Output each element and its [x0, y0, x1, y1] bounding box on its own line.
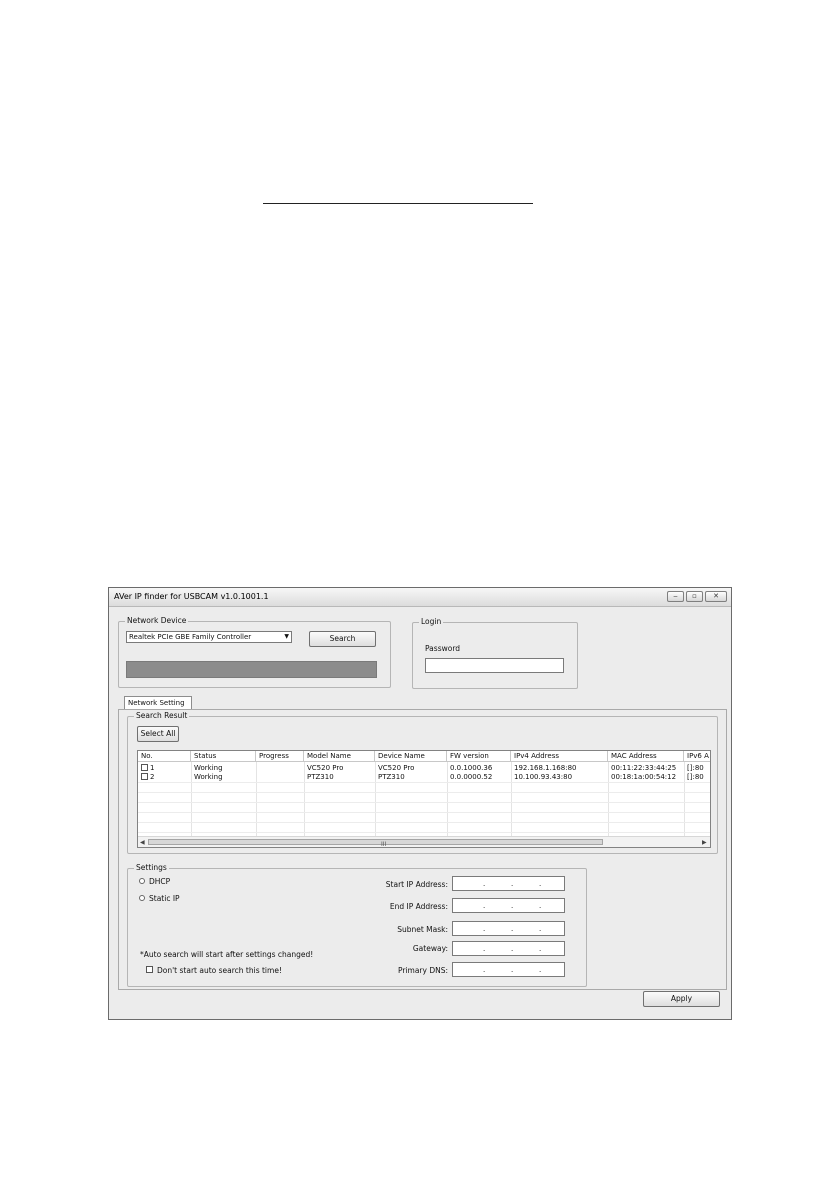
scrollbar-thumb[interactable] — [148, 839, 603, 848]
device-name-cell: VC520 Pro — [378, 764, 415, 772]
column-header-fw-version[interactable]: FW version — [447, 751, 511, 762]
ipv6-cell: []:80 — [687, 773, 704, 781]
end-ip-input[interactable] — [452, 898, 565, 913]
ip-dot: . — [539, 902, 542, 910]
chevron-down-icon: ▼ — [284, 633, 289, 640]
row-number: 2 — [150, 773, 155, 781]
ip-dot: . — [539, 925, 542, 933]
ip-dot: . — [511, 880, 514, 888]
password-label: Password — [425, 644, 461, 653]
column-header-mac-address[interactable]: MAC Address — [608, 751, 684, 762]
ip-dot: . — [483, 945, 486, 953]
ip-dot: . — [511, 902, 514, 910]
grid-line — [138, 812, 710, 813]
dhcp-label: DHCP — [149, 877, 171, 886]
column-header-device-name[interactable]: Device Name — [375, 751, 447, 762]
dont-auto-search-label: Don't start auto search this time! — [157, 966, 282, 975]
ip-dot: . — [511, 925, 514, 933]
ip-dot: . — [483, 925, 486, 933]
search-result-legend: Search Result — [136, 711, 188, 720]
mac-cell: 00:11:22:33:44:25 — [611, 764, 677, 772]
static-ip-label: Static IP — [149, 894, 180, 903]
dhcp-radio[interactable] — [139, 878, 145, 884]
mac-cell: 00:18:1a:00:54:12 — [611, 773, 677, 781]
scroll-grip: III — [381, 841, 387, 848]
row-number: 1 — [150, 764, 155, 772]
start-ip-label: Start IP Address: — [385, 880, 448, 889]
row-number-cell — [138, 772, 191, 782]
subnet-mask-label: Subnet Mask: — [397, 925, 448, 934]
network-device-group — [118, 616, 391, 688]
network-device-value: Realtek PCIe GBE Family Controller — [129, 633, 252, 641]
model-name-cell: PTZ310 — [307, 773, 334, 781]
ip-dot: . — [539, 966, 542, 974]
search-progress-bar — [126, 661, 377, 678]
minimize-icon: ‒ — [673, 592, 678, 600]
password-input[interactable] — [425, 658, 564, 673]
minimize-button[interactable] — [667, 591, 684, 602]
ip-dot: . — [483, 966, 486, 974]
grid-line — [138, 782, 710, 783]
fw-version-cell: 0.0.1000.36 — [450, 764, 493, 772]
ipv6-cell: []:80 — [687, 764, 704, 772]
search-button[interactable]: Search — [309, 631, 376, 647]
fw-version-cell: 0.0.0000.52 — [450, 773, 493, 781]
status-cell: Working — [194, 773, 223, 781]
column-header-ipv6[interactable]: IPv6 A — [684, 751, 711, 762]
login-group — [412, 617, 578, 689]
column-header-status[interactable]: Status — [191, 751, 256, 762]
column-header-no[interactable]: No. — [138, 751, 191, 762]
grid-line — [138, 822, 710, 823]
ip-finder-window — [108, 587, 732, 1020]
grid-line — [138, 802, 710, 803]
ip-dot: . — [511, 966, 514, 974]
horizontal-scrollbar[interactable] — [138, 836, 710, 848]
apply-button[interactable]: Apply — [643, 991, 720, 1007]
column-header-model-name[interactable]: Model Name — [304, 751, 375, 762]
model-name-cell: VC520 Pro — [307, 764, 344, 772]
maximize-icon: ▫ — [692, 592, 697, 600]
select-all-button[interactable]: Select All — [137, 726, 179, 742]
login-legend: Login — [421, 617, 442, 626]
status-cell: Working — [194, 764, 223, 772]
window-title: AVer IP finder for USBCAM v1.0.1001.1 — [114, 592, 269, 601]
row-checkbox[interactable] — [141, 773, 148, 780]
ip-dot: . — [483, 880, 486, 888]
network-device-select[interactable] — [126, 631, 292, 643]
network-device-legend: Network Device — [127, 616, 187, 625]
underline-rule — [263, 203, 533, 204]
search-result-table — [137, 750, 711, 848]
maximize-button[interactable] — [686, 591, 703, 602]
grid-line — [138, 832, 710, 833]
ip-dot: . — [539, 945, 542, 953]
settings-legend: Settings — [136, 863, 167, 872]
ip-dot: . — [511, 945, 514, 953]
dont-auto-search-checkbox[interactable] — [146, 966, 153, 973]
static-ip-radio[interactable] — [139, 895, 145, 901]
scroll-left-icon[interactable]: ◀ — [140, 839, 145, 846]
device-name-cell: PTZ310 — [378, 773, 405, 781]
grid-line — [138, 792, 710, 793]
primary-dns-input[interactable] — [452, 962, 565, 977]
row-checkbox[interactable] — [141, 764, 148, 771]
column-header-ipv4-address[interactable]: IPv4 Address — [511, 751, 608, 762]
primary-dns-label: Primary DNS: — [397, 966, 448, 975]
column-header-progress[interactable]: Progress — [256, 751, 304, 762]
tab-network-setting[interactable]: Network Setting — [124, 696, 192, 710]
close-button[interactable] — [705, 591, 727, 602]
gateway-input[interactable] — [452, 941, 565, 956]
title-bar — [109, 588, 731, 607]
ipv4-cell: 10.100.93.43:80 — [514, 773, 573, 781]
ip-dot: . — [539, 880, 542, 888]
end-ip-label: End IP Address: — [389, 902, 448, 911]
ipv4-cell: 192.168.1.168:80 — [514, 764, 577, 772]
scroll-right-icon[interactable]: ▶ — [702, 839, 707, 846]
subnet-mask-input[interactable] — [452, 921, 565, 936]
start-ip-input[interactable] — [452, 876, 565, 891]
ip-dot: . — [483, 902, 486, 910]
progress-cell — [256, 772, 304, 782]
close-icon: ✕ — [713, 592, 719, 600]
auto-search-note: *Auto search will start after settings changed! — [140, 950, 314, 959]
gateway-label: Gateway: — [412, 944, 448, 953]
